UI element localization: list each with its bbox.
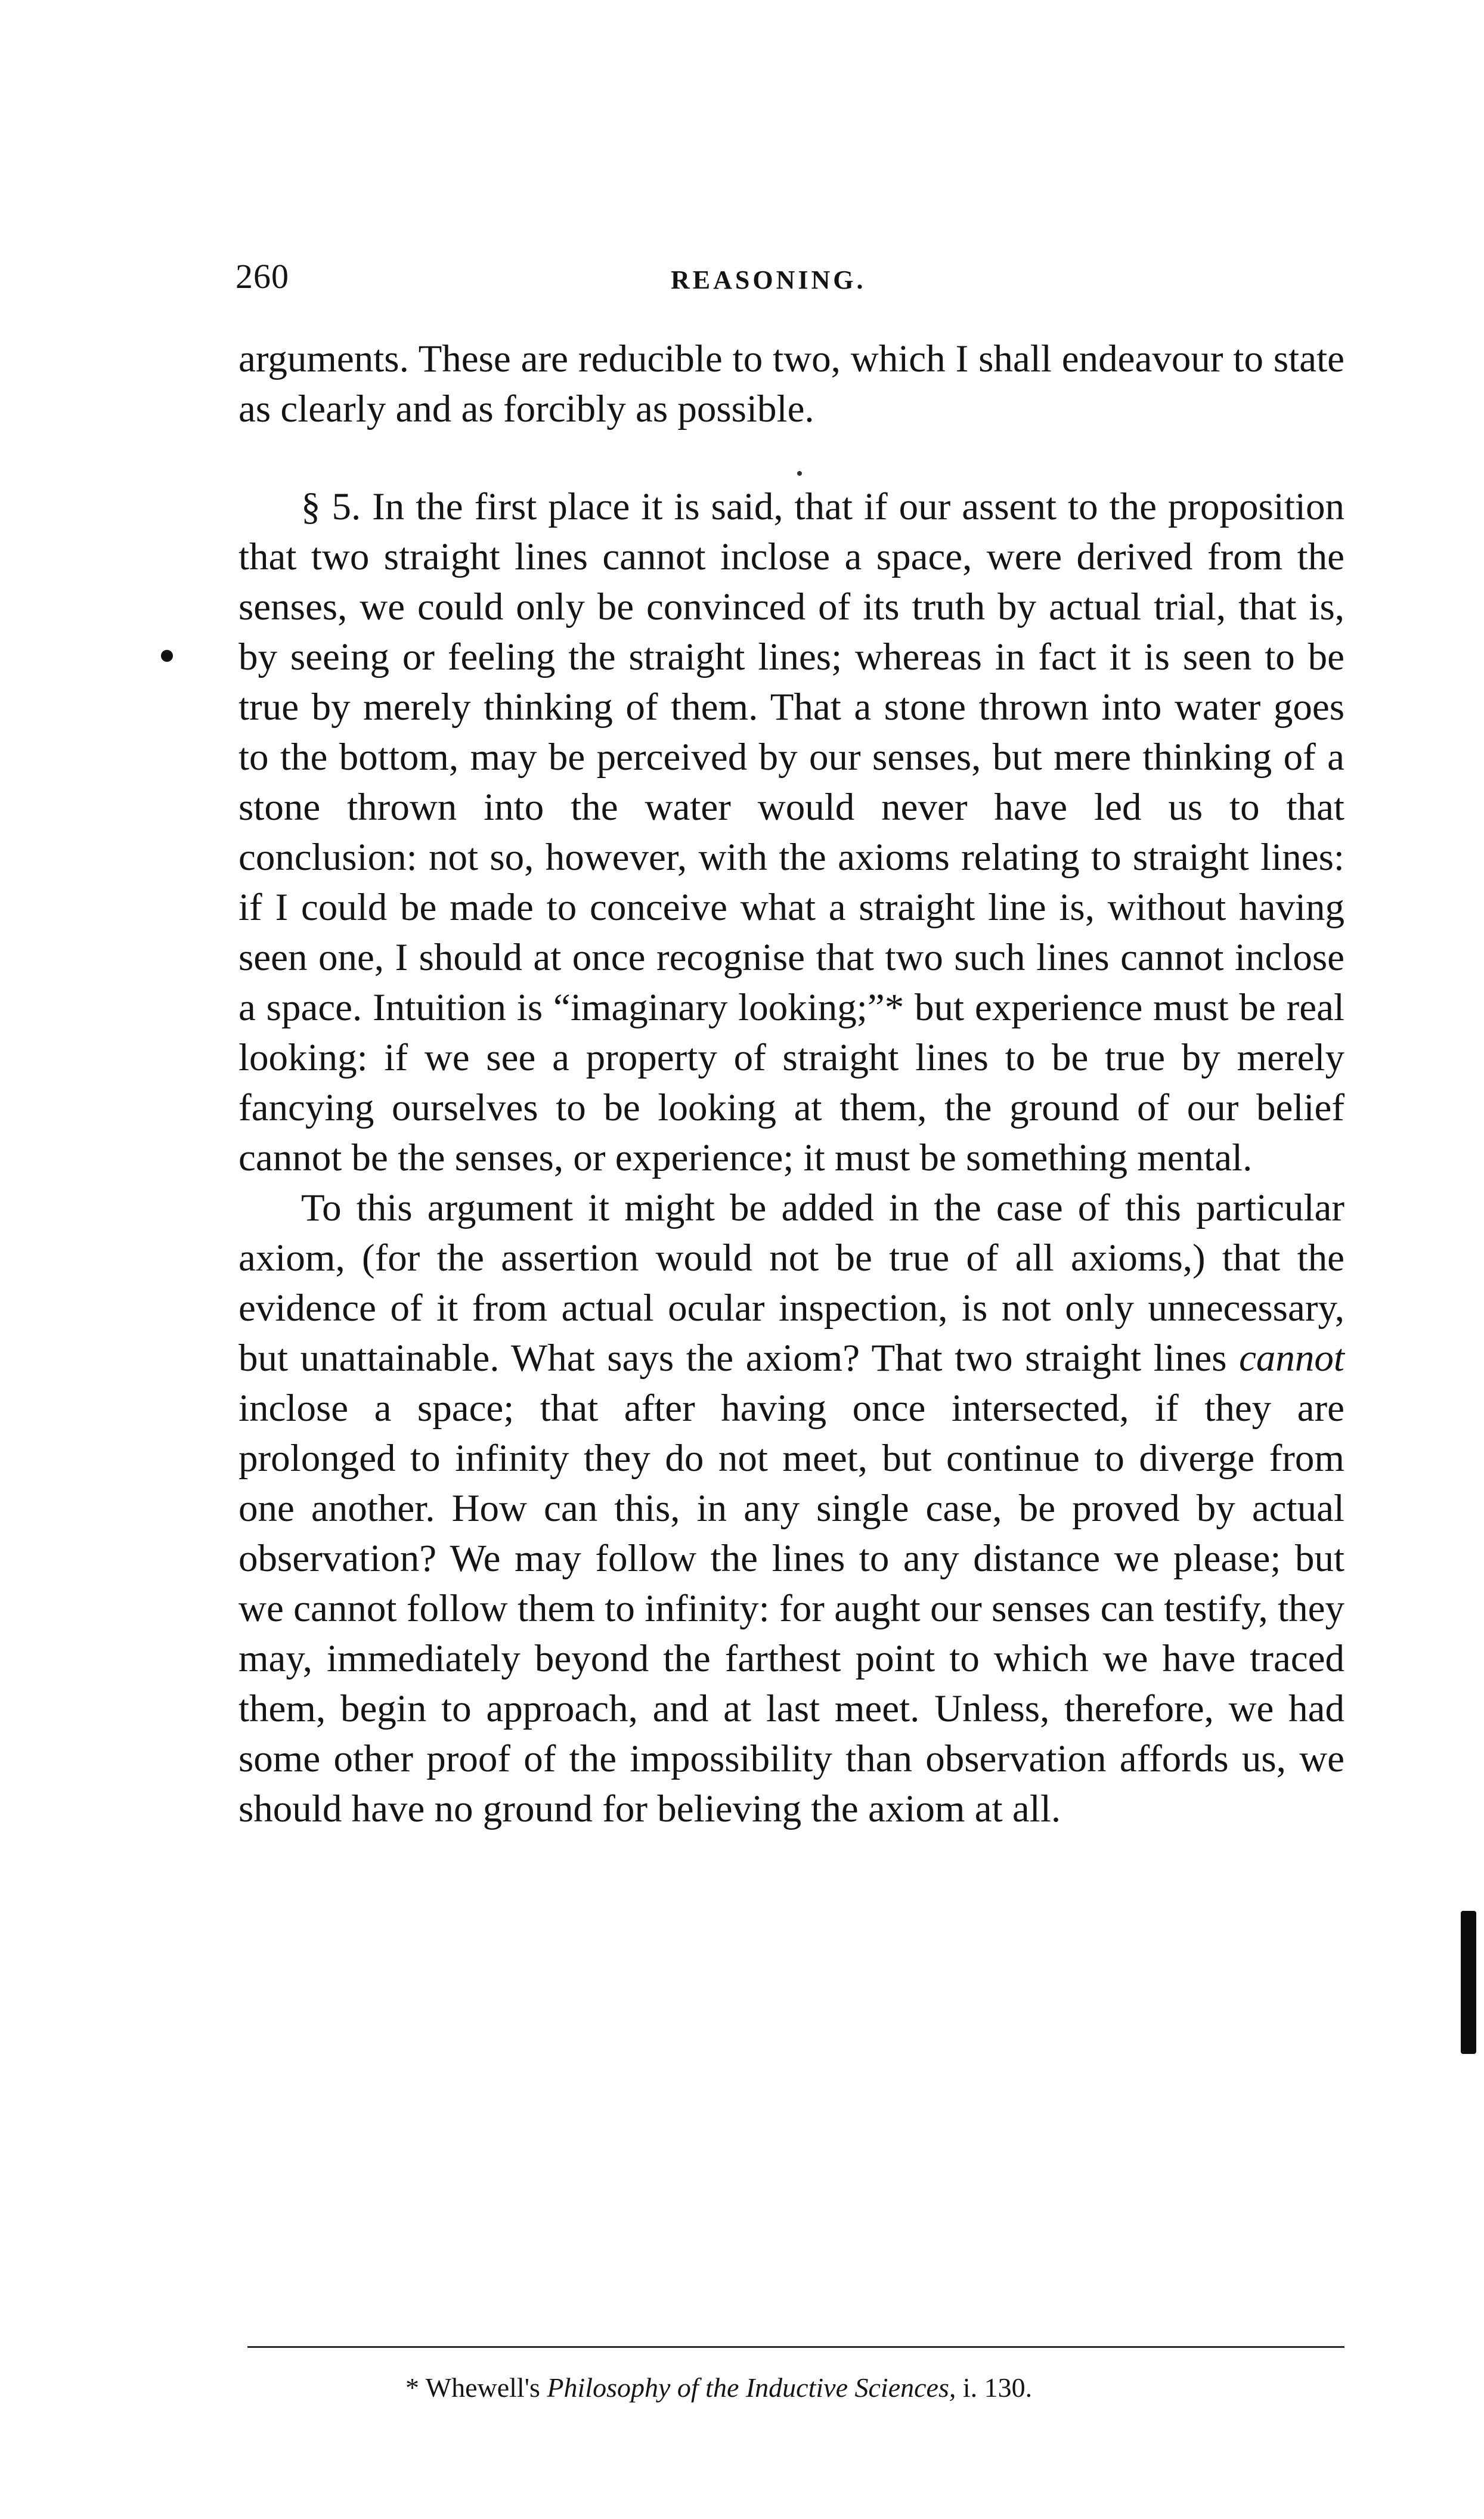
footnote-title: Philosophy of the Inductive Sciences,: [547, 2372, 956, 2403]
axiom-text-start: To this argument it might be added in the case of this particular axiom, (for the assertion would not be true of all axioms,) that the evidence of it from actual ocular inspection, is not only unnecessary, but unattainable. What says the axiom? That two straight lines: [238, 1186, 1344, 1380]
emphasis-cannot: cannot: [1239, 1337, 1344, 1380]
footnote-reference: *: [884, 986, 904, 1029]
footnote-reference-text: i. 130.: [962, 2372, 1033, 2403]
page-edge-mark: [1461, 1911, 1476, 2054]
section-5-paragraph: [238, 482, 1344, 1183]
axiom-argument-paragraph: [238, 1183, 1344, 1834]
axiom-text-end: inclose a space; that after having once intersected, if they are prolonged to infinity they do not meet, but continue to diverge from one another. How can this, in any single case, be proved by actual observation? We may follow the lines to any distance we please; but we cannot follow them to infinity: for aught our senses can testify, they may, immediately beyond the farthest point to which we have traced them, begin to approach, and at last meet. Unless, therefore, we had some other proof of the impossibility than observation affords us, we should have no ground for believing the axiom at all.: [238, 1387, 1344, 1830]
footnote-author: Whewell's: [425, 2372, 540, 2403]
running-head: [236, 256, 1344, 298]
main-text: [238, 334, 1344, 1834]
margin-ink-dot: [161, 650, 173, 662]
footnote-marker: *: [405, 2372, 419, 2403]
print-speck: [797, 471, 802, 476]
page-number: 260: [236, 257, 289, 296]
running-title: REASONING.: [671, 265, 866, 295]
footnote-divider: [247, 2346, 1344, 2348]
continuation-paragraph: arguments. These are reducible to two, which I shall endeavour to state as clearly and as forcibly as possible.: [238, 337, 1344, 430]
footnote: [405, 2370, 1032, 2406]
section-5-text-end: but experience must be real looking: if we see a property of straight lines to be true by merely fancying ourselves to be looking at them, the ground of our belief cannot be the senses, or experience; it must be something mental.: [238, 986, 1344, 1179]
section-5-text-start: § 5. In the first place it is said, that if our assent to the proposition that two straight lines cannot inclose a space, were derived from the senses, we could only be convinced of its truth by actual trial, that is, by seeing or feeling the straight lines; whereas in fact it is seen to be true by merely thinking of them. That a stone thrown into water goes to the bottom, may be perceived by our senses, but mere thinking of a stone thrown into the water would never have led us to that conclusion: not so, however, with the axioms relating to straight lines: if I could be made to conceive what a straight line is, without having seen one, I should at once recognise that two such lines cannot inclose a space. Intuition is “imaginary looking;”: [238, 485, 1344, 1029]
